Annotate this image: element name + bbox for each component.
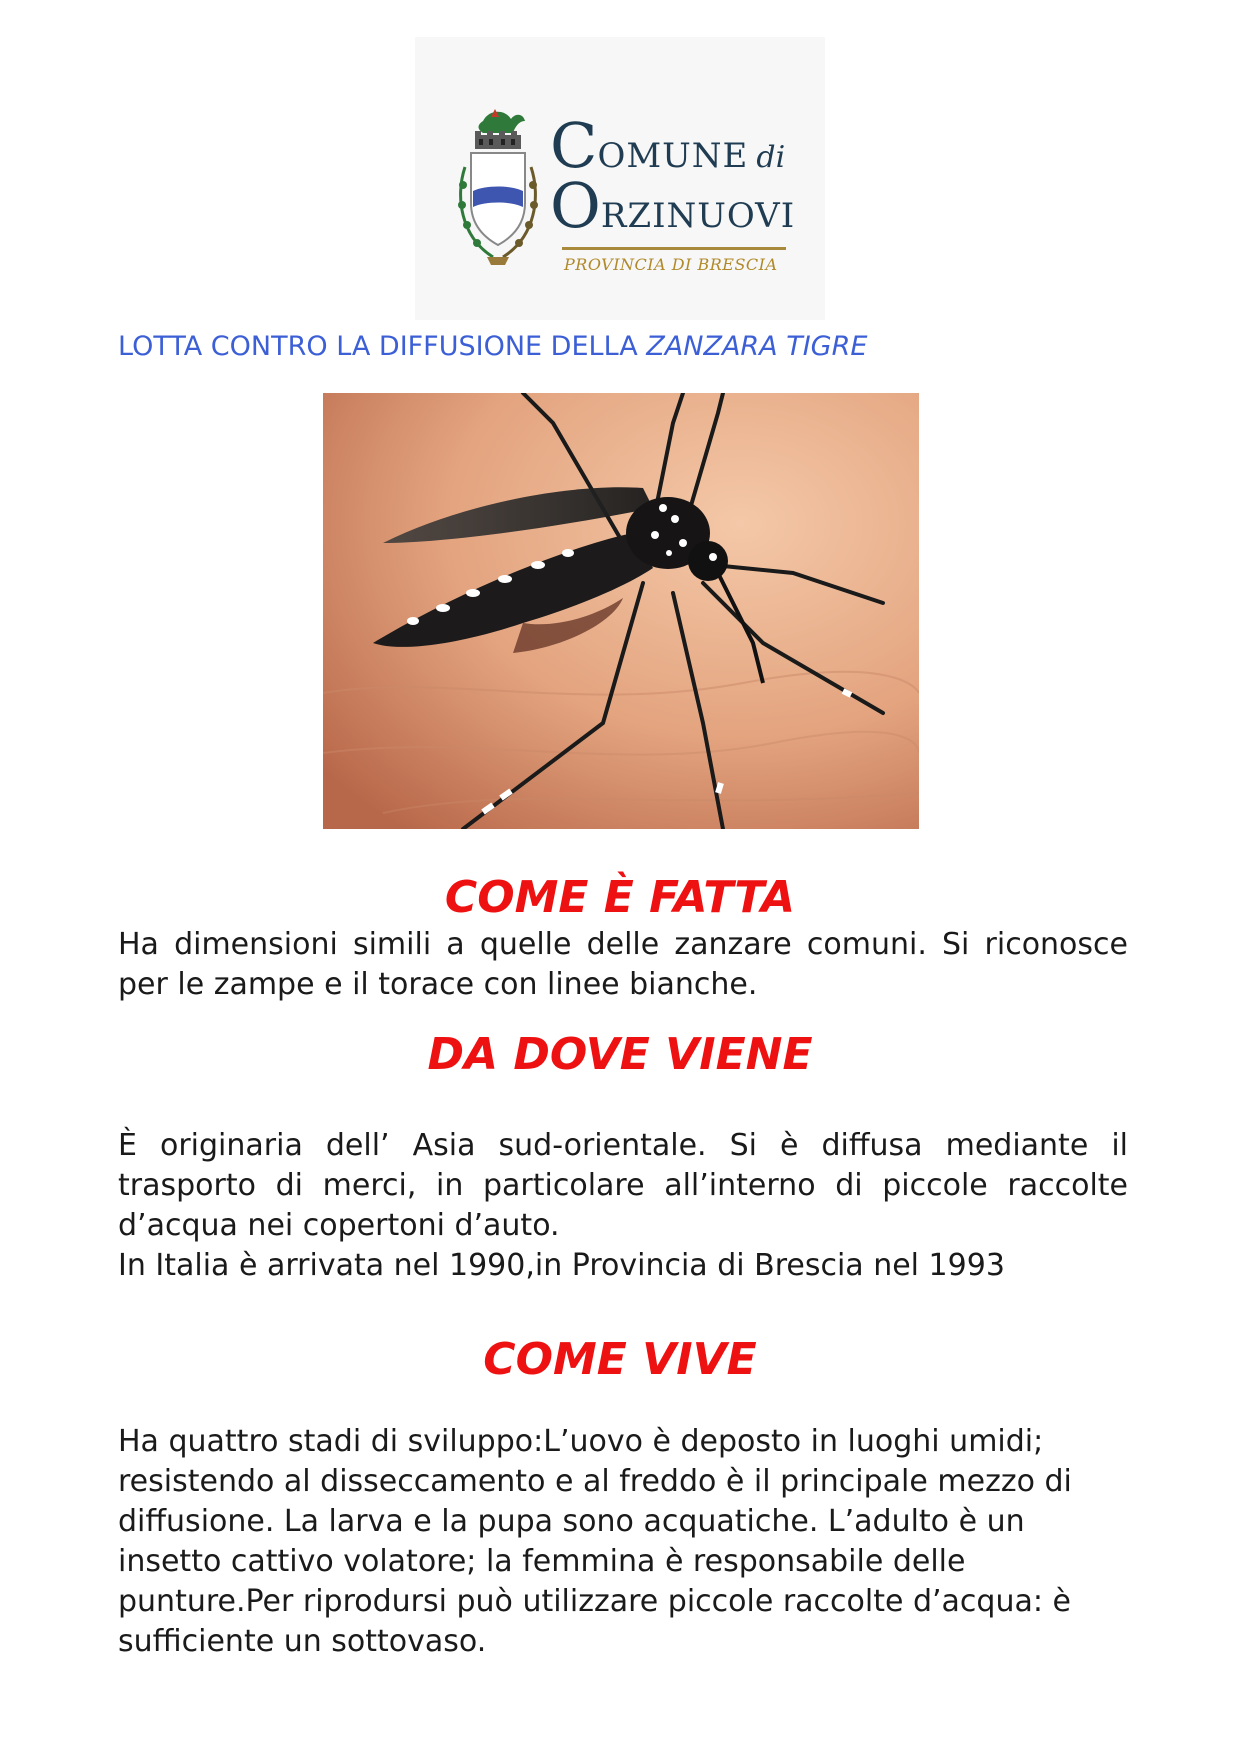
section-title-viene: DA DOVE VIENE <box>427 1029 813 1080</box>
page-headline: LOTTA CONTRO LA DIFFUSIONE DELLA ZANZARA TIGRE <box>118 331 868 362</box>
logo-line-comune: COMUNE di <box>550 109 786 182</box>
tiger-mosquito-photo <box>323 393 919 829</box>
section-title-fatta: COME È FATTA <box>444 872 796 923</box>
logo-line-orzinuovi: ORZINUOVI <box>550 169 796 242</box>
section-text-viene-dates: In Italia è arrivata nel 1990,in Provincia di Brescia nel 1993 <box>118 1248 1005 1283</box>
section-text-vive: Ha quattro stadi di sviluppo:L’uovo è deposto in luoghi umidi; resistendo al disseccamento e al freddo è il principale mezzo di diffusione. La larva e la pupa sono acquatiche. L’adulto è un insetto cattivo volatore; la femmina è responsabile delle punture.Per riprodursi può utilizzare piccole raccolte d’acqua: è sufficiente un sottovaso. <box>118 1424 1072 1659</box>
section-text-fatta: Ha dimensioni simili a quelle delle zanzare comuni. Si riconosce per le zampe e il torace con linee bianche. <box>118 927 1128 1002</box>
logo-subtitle: PROVINCIA DI BRESCIA <box>564 255 778 274</box>
municipality-logo <box>415 37 825 320</box>
logo-wordmark <box>550 109 820 274</box>
section-title-vive: COME VIVE <box>483 1334 757 1385</box>
section-text-viene: È originaria dell’ Asia sud-orientale. Si è diffusa mediante il trasporto di merci, in particolare all’interno di piccole raccolte d’acqua nei copertoni d’auto. <box>118 1128 1128 1243</box>
coat-of-arms-icon <box>453 107 543 282</box>
logo-divider <box>562 247 786 250</box>
